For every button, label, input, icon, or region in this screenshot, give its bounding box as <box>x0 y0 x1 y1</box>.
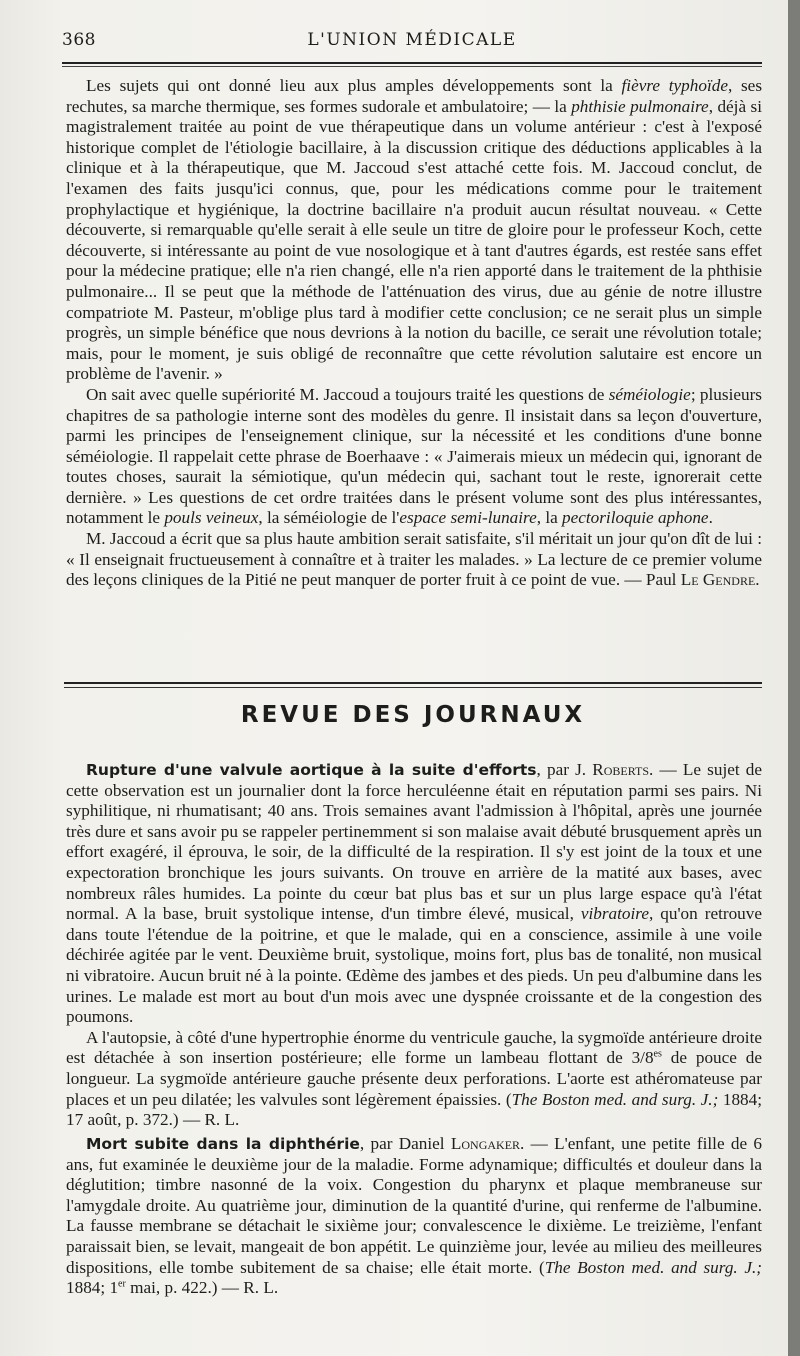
text-run: Les sujets qui ont donné lieu aux plus amples développements sont la <box>86 76 622 95</box>
superscript: es <box>653 1048 662 1060</box>
article-paragraph <box>66 1028 762 1131</box>
text-run: , la séméiologie de l' <box>258 508 400 528</box>
section-divider-thin <box>64 687 762 688</box>
running-header <box>62 30 762 60</box>
text-run: , ses rechutes, sa marche thermique, ses formes sudorale et ambulatoire; — la <box>66 76 763 116</box>
article-paragraph <box>66 760 762 1028</box>
page-number: 368 <box>62 30 96 50</box>
author-name: Le Gendre <box>680 570 756 590</box>
header-rule-thin <box>62 66 762 67</box>
header-rule <box>62 62 762 64</box>
text-run: , la <box>536 508 563 528</box>
author-name: Roberts <box>592 760 650 779</box>
article-paragraph <box>66 1134 762 1299</box>
text-run: , par J. <box>536 760 593 779</box>
text-run: , déjà si magistralement traitée au point de vue thérapeutique dans un volume antérieur : c'est à l'exposé historique complet de l'étiologie bacillaire, à la discussion critique des déductions applicables à la clinique et à la thérapeutique, que M. Jaccoud s'est attaché cette fois. M. Jaccoud conclut, de l'examen des faits jusqu'ici connus, que, pour les médications comme pour le traitement prophylactique et hygiénique, la doctrine bacillaire n'a produit aucun résultat nouveau. « Cette découverte, si remarquable qu'elle serait à elle seule un titre de gloire pour le professeur Koch, cette découverte, si intéressante au point de vue nosologique et à tant d'autres égards, est restée sans effet pour la médecine pratique; elle n'a rien changé, elle n'a rien apporté dans le traitement de la phthisie pulmonaire... Il se peut que la méthode de l'atténuation des virus, due au génie de notre illustre compatriote M. Pasteur, m'oblige plus tard à modifier cette conclusion; ce ne serait plus un simple progrès, un simple bénéfice que nous devrions à la notion du bacille, ce serait une révolution totale; mais, pour le moment, je suis obligé de reconnaître que cette révolution salutaire est encore un problème de l'avenir. » <box>66 96 762 384</box>
text-run: M. Jaccoud a écrit que sa plus haute ambition serait satisfaite, s'il méritait un jour qu'on dît de lui : « Il enseignait fructueusement à connaître et à traiter les malades. » La lecture de ce premier volume des leçons cliniques de la Pitié ne peut manquer de porter fruit à ce point de vue. — Paul <box>66 529 762 590</box>
text-run: . <box>755 570 760 590</box>
text-run: de pouce de longueur. La sygmoïde antérieure gauche présente deux perforations. L'aorte est athéromateuse par places et un peu dilatée; les valvules sont légèrement épaissies. ( <box>66 1048 762 1109</box>
review-paragraph <box>66 385 762 529</box>
italic-text: pectoriloquie aphone <box>562 508 709 528</box>
text-run: ; plusieurs chapitres de sa pathologie interne sont des modèles du genre. Il insistait dans sa leçon d'ouverture, parmi les principes de l'enseignement clinique, sur la nécessité et les conditions d'une bonne séméiologie. Il rappelait cette phrase de Boerhaave : « J'aimerais mieux un médecin qui, ignorant de toutes choses, saurait la sémiotique, qu'un médecin qui, sachant tout le reste, ignorerait cette dernière. » Les questions de cet ordre traitées dans le présent volume sont des plus intéressantes, notamment le <box>66 384 762 528</box>
review-paragraph <box>66 76 762 385</box>
journal-title: L'UNION MÉDICALE <box>307 30 517 50</box>
article-title: Mort subite dans la diphthérie <box>86 1135 360 1153</box>
author-name: Longaker <box>450 1134 521 1153</box>
book-review <box>66 76 762 591</box>
text-run: . <box>708 508 713 528</box>
review-paragraph <box>66 529 762 591</box>
article-aortic-valve-rupture <box>66 760 762 1131</box>
italic-text: vibratoire <box>580 904 649 924</box>
italic-text: The Boston med. and surg. J.; <box>511 1089 719 1109</box>
text-run: , qu'on retrouve dans toute l'étendue de la poitrine, et que le malade, qui en a conscience, assimile à une voile déchirée agitée par le vent. Deuxième bruit, systolique, moins fort, plus bas de tonalité, non musical ni vibratoire. Aucun bruit né à la pointe. Œdème des jambes et des pieds. Un peu d'albumine dans les urines. Le malade est mort au bout d'un mois avec une dyspnée croissante et de la congestion des poumons. <box>66 904 763 1027</box>
italic-text: espace semi-lunaire <box>399 508 537 528</box>
italic-text: fièvre typhoïde <box>621 76 728 95</box>
section-divider <box>64 682 762 684</box>
text-run: mai, p. 422.) — R. L. <box>125 1278 279 1298</box>
article-sudden-death-diphtheria <box>66 1134 762 1299</box>
superscript: er <box>118 1278 126 1290</box>
article-title: Rupture d'une valvule aortique à la suite d'efforts <box>86 761 537 779</box>
italic-text: phthisie pulmonaire <box>571 96 709 116</box>
text-run: . — Le sujet de cette observation est un journalier dont la force herculéenne était en réputation parmi ses pairs. Ni syphilitique, ni rhumatisant; 40 ans. Trois semaines avant l'admission à l'hôpital, après une journée très dure et sans avoir pu se rappeler pertinemment si son malaise avait débuté brusquement après un effort exagéré, il éprouva, le soir, de la difficulté de la respiration. Il s'y est joint de la toux et une expectoration bronchique les jours suivants. On trouve en arrière de la matité aux bases, avec nombreux râles humides. La pointe du cœur bat plus bas et sur un plus large espace qu'à l'état normal. A la base, bruit systolique intense, d'un timbre élevé, musical, <box>66 760 763 924</box>
text-run: A l'autopsie, à côté d'une hypertrophie énorme du ventricule gauche, la sygmoïde antérieure droite est détachée à son insertion postérieure; elle forme un lambeau flottant de 3/8 <box>66 1027 762 1068</box>
italic-text: pouls veineux <box>164 508 259 528</box>
text-run: , par Daniel <box>359 1134 451 1153</box>
italic-text: The Boston med. and surg. J.; <box>544 1257 762 1277</box>
text-run: 1884; 17 août, p. 372.) — R. L. <box>66 1089 762 1130</box>
text-run: 1884; 1 <box>66 1278 119 1298</box>
italic-text: séméiologie <box>608 384 691 404</box>
section-heading: REVUE DES JOURNAUX <box>240 702 586 728</box>
text-run: . — L'enfant, une petite fille de 6 ans, fut examinée le deuxième jour de la maladie. Forme adynamique; difficultés et douleur dans la déglutition; timbre nasonné de la voix. Congestion du pharynx et plaque membraneuse sur l'amygdale droite. Au quatrième jour, diminution de la quantité d'urine, qui renferme de l'albumine. La fausse membrane se détachait le sixième jour; convalescence le dixième. Le treizième, l'enfant paraissait bien, se levait, mangeait de bon appétit. Le quinzième jour, levée au milieu des meilleures dispositions, elle tombe subitement de sa chaise; elle était morte. ( <box>66 1134 762 1277</box>
text-run: On sait avec quelle supériorité M. Jaccoud a toujours traité les questions de <box>86 384 609 404</box>
